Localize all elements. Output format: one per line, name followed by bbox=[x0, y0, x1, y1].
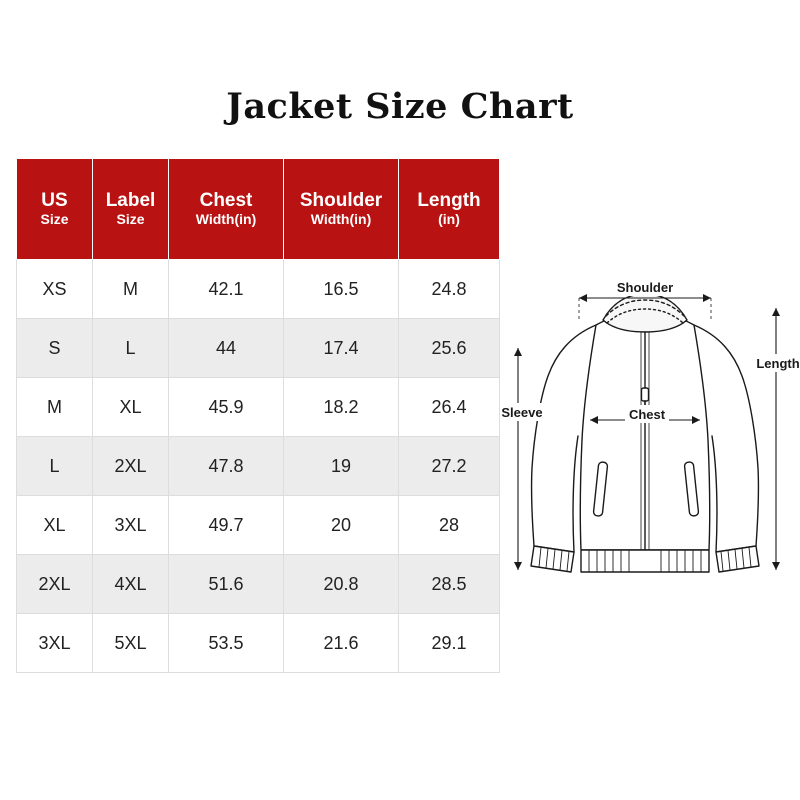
cell-label-size: 4XL bbox=[93, 555, 169, 614]
cell-label-size: XL bbox=[93, 378, 169, 437]
measurement-label-sleeve: Sleeve bbox=[501, 405, 543, 420]
cell-shoulder: 18.2 bbox=[284, 378, 399, 437]
cell-shoulder: 20 bbox=[284, 496, 399, 555]
cell-us-size: M bbox=[17, 378, 93, 437]
table-row bbox=[17, 319, 500, 378]
column-header-sub: (in) bbox=[438, 211, 460, 228]
cell-chest: 42.1 bbox=[169, 260, 284, 319]
size-chart-table bbox=[16, 158, 500, 673]
cell-length: 28.5 bbox=[399, 555, 500, 614]
cell-label-size: 2XL bbox=[93, 437, 169, 496]
cell-shoulder: 21.6 bbox=[284, 614, 399, 673]
cell-label-size: L bbox=[93, 319, 169, 378]
table-row bbox=[17, 496, 500, 555]
cell-chest: 51.6 bbox=[169, 555, 284, 614]
cell-chest: 49.7 bbox=[169, 496, 284, 555]
cell-length: 28 bbox=[399, 496, 500, 555]
cell-us-size: S bbox=[17, 319, 93, 378]
cell-us-size: 2XL bbox=[17, 555, 93, 614]
cell-chest: 44 bbox=[169, 319, 284, 378]
cell-length: 25.6 bbox=[399, 319, 500, 378]
cell-label-size: 5XL bbox=[93, 614, 169, 673]
table-row bbox=[17, 555, 500, 614]
jacket-illustration bbox=[500, 250, 800, 600]
table-body bbox=[17, 260, 500, 673]
column-header-shoulder bbox=[284, 159, 399, 260]
cell-us-size: XS bbox=[17, 260, 93, 319]
table-row bbox=[17, 437, 500, 496]
cell-length: 27.2 bbox=[399, 437, 500, 496]
header-row bbox=[17, 159, 500, 260]
cell-us-size: 3XL bbox=[17, 614, 93, 673]
cell-us-size: L bbox=[17, 437, 93, 496]
column-header-main: US bbox=[41, 190, 68, 212]
column-header-sub: Size bbox=[116, 211, 145, 228]
cell-shoulder: 19 bbox=[284, 437, 399, 496]
cell-us-size: XL bbox=[17, 496, 93, 555]
cell-chest: 45.9 bbox=[169, 378, 284, 437]
column-header-chest bbox=[169, 159, 284, 260]
column-header-main: Chest bbox=[199, 190, 253, 212]
column-header-label-size bbox=[93, 159, 169, 260]
cell-label-size: 3XL bbox=[93, 496, 169, 555]
measurement-label-chest: Chest bbox=[628, 407, 666, 422]
cell-length: 29.1 bbox=[399, 614, 500, 673]
column-header-main: Length bbox=[417, 190, 481, 212]
table-header bbox=[17, 159, 500, 260]
cell-chest: 53.5 bbox=[169, 614, 284, 673]
column-header-main: Shoulder bbox=[299, 190, 383, 212]
cell-length: 26.4 bbox=[399, 378, 500, 437]
column-header-us-size bbox=[17, 159, 93, 260]
cell-shoulder: 20.8 bbox=[284, 555, 399, 614]
cell-label-size: M bbox=[93, 260, 169, 319]
column-header-sub: Size bbox=[40, 211, 69, 228]
page-title: Jacket Size Chart bbox=[226, 86, 574, 127]
cell-shoulder: 16.5 bbox=[284, 260, 399, 319]
table-row bbox=[17, 260, 500, 319]
cell-length: 24.8 bbox=[399, 260, 500, 319]
column-header-main: Label bbox=[105, 190, 156, 212]
table-row bbox=[17, 614, 500, 673]
cell-shoulder: 17.4 bbox=[284, 319, 399, 378]
column-header-length bbox=[399, 159, 500, 260]
column-header-sub: Width(in) bbox=[310, 211, 372, 228]
table-row bbox=[17, 378, 500, 437]
cell-chest: 47.8 bbox=[169, 437, 284, 496]
measurement-label-length: Length bbox=[756, 356, 800, 371]
column-header-sub: Width(in) bbox=[195, 211, 257, 228]
measurement-label-shoulder: Shoulder bbox=[616, 280, 674, 295]
